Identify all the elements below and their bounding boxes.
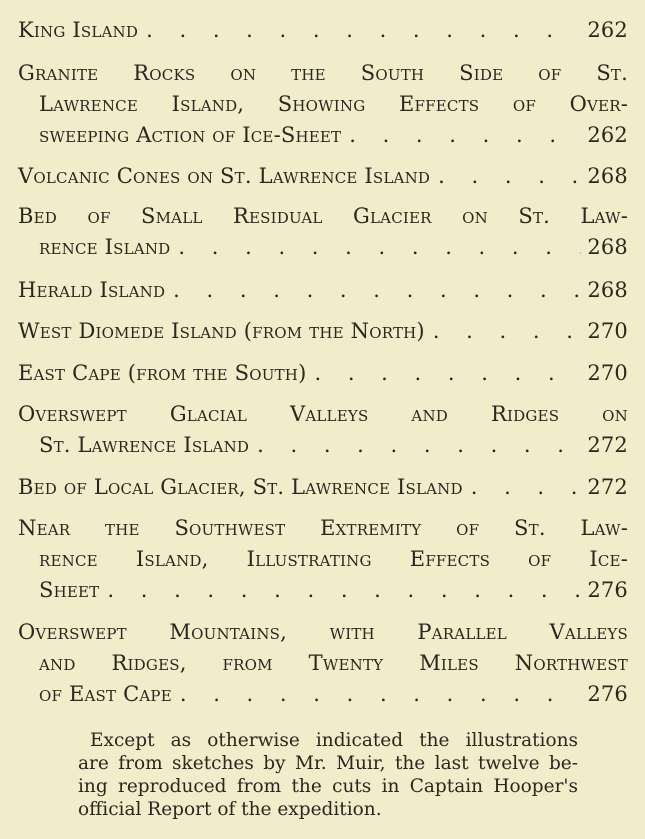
entry-title: of East Cape bbox=[39, 682, 172, 706]
list-entry bbox=[18, 399, 628, 461]
note-line: are from sketches by Mr. Muir, the last twelve be- bbox=[78, 753, 578, 774]
entry-title: rence Island, Illustrating Effects of Ice- bbox=[39, 547, 628, 571]
entry-line bbox=[18, 232, 628, 263]
entry-line bbox=[18, 161, 628, 192]
page-number: 270 bbox=[587, 319, 628, 343]
list-entry bbox=[18, 513, 628, 606]
dot-leader bbox=[314, 358, 581, 389]
list-entry bbox=[18, 161, 628, 192]
entry-line bbox=[18, 120, 628, 151]
entry-title: Lawrence Island, Showing Effects of Over- bbox=[39, 92, 628, 116]
page-number: 268 bbox=[587, 164, 628, 188]
list-entry bbox=[18, 15, 628, 46]
note-line: ing reproduced from the cuts in Captain Hooper's bbox=[78, 776, 578, 797]
dot-leader bbox=[349, 120, 581, 151]
entry-line bbox=[18, 679, 628, 710]
entry-line bbox=[18, 575, 628, 606]
list-entry bbox=[18, 358, 628, 389]
dot-leader bbox=[471, 472, 582, 503]
list-entry bbox=[18, 201, 628, 263]
page-number: 268 bbox=[587, 278, 628, 302]
dot-leader bbox=[173, 275, 581, 306]
page-number: 276 bbox=[587, 578, 628, 602]
note-line: official Report of the expedition. bbox=[78, 799, 382, 820]
dot-leader bbox=[146, 15, 581, 46]
entry-title: Near the Southwest Extremity of St. Law- bbox=[18, 516, 628, 540]
entry-title: and Ridges, from Twenty Miles Northwest bbox=[39, 651, 628, 675]
entry-title: Overswept Mountains, with Parallel Valleys bbox=[18, 620, 628, 644]
entry-title: sweeping Action of Ice-Sheet bbox=[39, 123, 342, 147]
entry-title: Sheet bbox=[39, 578, 100, 602]
entry-title: Bed of Small Residual Glacier on St. Law- bbox=[18, 204, 628, 228]
entry-title: St. Lawrence Island bbox=[39, 433, 250, 457]
note-line: Except as otherwise indicated the illustrations bbox=[90, 730, 578, 751]
entry-line bbox=[18, 399, 628, 430]
entry-title: Volcanic Cones on St. Lawrence Island bbox=[18, 164, 431, 188]
entry-title: Granite Rocks on the South Side of St. bbox=[18, 61, 628, 85]
page-number: 270 bbox=[587, 361, 628, 385]
dot-leader bbox=[433, 316, 581, 347]
dot-leader bbox=[257, 430, 581, 461]
entry-line bbox=[18, 316, 628, 347]
entry-line bbox=[18, 201, 628, 232]
list-entry bbox=[18, 617, 628, 710]
dot-leader bbox=[180, 679, 581, 710]
page-number: 272 bbox=[587, 475, 628, 499]
entry-title: Bed of Local Glacier, St. Lawrence Island bbox=[18, 475, 463, 499]
page-number: 276 bbox=[587, 682, 628, 706]
page-number: 262 bbox=[587, 18, 628, 42]
entry-title: rence Island bbox=[39, 235, 171, 259]
entry-line bbox=[18, 58, 628, 89]
list-entry bbox=[18, 58, 628, 151]
entry-line bbox=[18, 472, 628, 503]
entry-line bbox=[18, 544, 628, 575]
illustrations-note bbox=[78, 729, 578, 821]
entry-line bbox=[18, 513, 628, 544]
entry-line bbox=[18, 617, 628, 648]
page-number: 262 bbox=[587, 123, 628, 147]
list-entry bbox=[18, 472, 628, 503]
list-entry bbox=[18, 316, 628, 347]
entry-line bbox=[18, 89, 628, 120]
entry-line bbox=[18, 15, 628, 46]
entry-title: King Island bbox=[18, 18, 139, 42]
page-number: 268 bbox=[587, 235, 628, 259]
dot-leader bbox=[438, 161, 581, 192]
entry-title: Overswept Glacial Valleys and Ridges on bbox=[18, 402, 628, 426]
entry-line bbox=[18, 275, 628, 306]
entry-line bbox=[18, 430, 628, 461]
page-number: 272 bbox=[587, 433, 628, 457]
entry-title: Herald Island bbox=[18, 278, 166, 302]
dot-leader bbox=[107, 575, 581, 606]
dot-leader bbox=[178, 232, 581, 263]
entry-title: East Cape (from the South) bbox=[18, 361, 307, 385]
entry-line bbox=[18, 648, 628, 679]
entry-title: West Diomede Island (from the North) bbox=[18, 319, 425, 343]
list-entry bbox=[18, 275, 628, 306]
entry-line bbox=[18, 358, 628, 389]
